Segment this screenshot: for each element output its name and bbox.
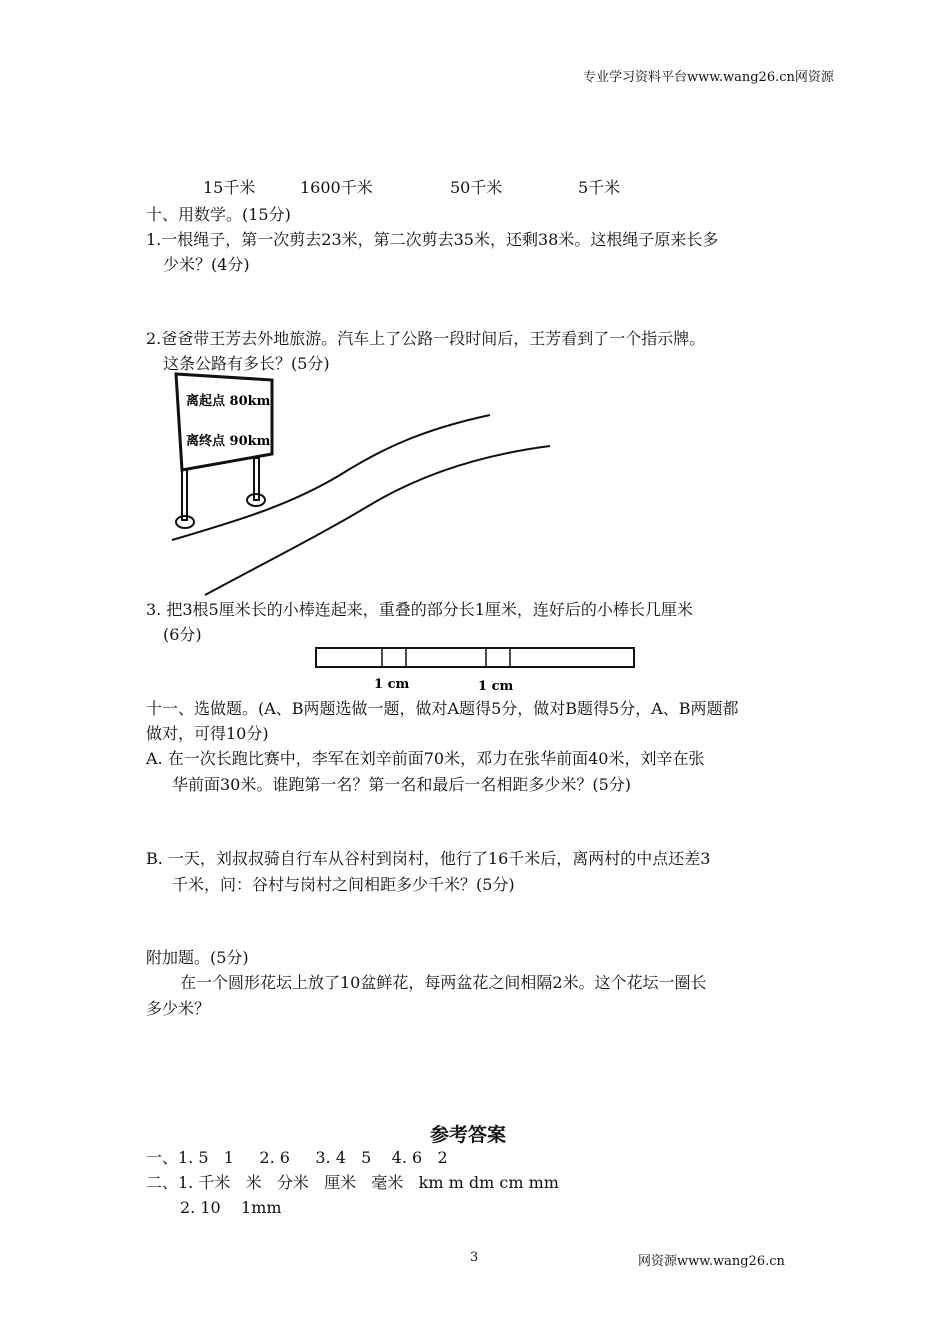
page-number: 3 <box>470 1250 479 1265</box>
bonus-title: 附加题。(5分) <box>146 948 249 967</box>
header-site: 专业学习资料平台www.wang26.cn网资源 <box>583 70 834 85</box>
sign-line1: 离起点 80km <box>186 394 271 409</box>
stick-diagram <box>310 640 640 696</box>
option-4: 5千米 <box>578 178 621 197</box>
qa-line2: 华前面30米。谁跑第一名？第一名和最后一名相距多少米？(5分) <box>172 775 632 794</box>
q1-line2: 少米？(4分) <box>163 255 250 274</box>
q3-line1: 3. 把3根5厘米长的小棒连起来，重叠的部分长1厘米，连好后的小棒长几厘米 <box>146 600 693 619</box>
q1-line1: 1.一根绳子，第一次剪去23米，第二次剪去35米，还剩38米。这根绳子原来长多 <box>146 230 719 249</box>
q2-line1: 2.爸爸带王芳去外地旅游。汽车上了公路一段时间后，王芳看到了一个指示牌。 <box>146 329 706 348</box>
qb-line2: 千米，问：谷村与岗村之间相距多少千米？(5分) <box>172 875 515 894</box>
bonus-line1: 在一个圆形花坛上放了10盆鲜花，每两盆花之间相隔2米。这个花坛一圈长 <box>180 973 707 992</box>
road-sign-illustration <box>160 370 560 600</box>
option-3: 50千米 <box>450 178 503 197</box>
stick-outline <box>316 648 634 667</box>
option-2: 1600千米 <box>300 178 373 197</box>
section11-title-line1: 十一、选做题。(A、B两题选做一题，做对A题得5分，做对B题得5分，A、B两题都 <box>146 699 739 718</box>
footer-site: 网资源www.wang26.cn <box>638 1254 785 1269</box>
answers-title: 参考答案 <box>430 1124 507 1146</box>
sign-board <box>176 374 272 470</box>
bonus-line2: 多少米？ <box>146 999 211 1018</box>
qb-line1: B. 一天，刘叔叔骑自行车从谷村到岗村，他行了16千米后，离两村的中点还差3 <box>146 849 711 868</box>
q2-line2: 这条公路有多长？(5分) <box>163 354 330 373</box>
option-1: 15千米 <box>203 178 256 197</box>
qa-line1: A. 在一次长跑比赛中，李军在刘辛前面70米，邓力在张华前面40米，刘辛在张 <box>146 749 705 768</box>
overlap-label-2: 1 cm <box>478 679 514 694</box>
answers-line2: 二、1. 千米 米 分米 厘米 毫米 km m dm cm mm <box>146 1173 559 1192</box>
road-edge-lower <box>205 446 550 595</box>
q3-line2: (6分) <box>163 625 202 644</box>
section10-title: 十、用数学。(15分) <box>146 205 291 224</box>
post-base-left <box>176 516 194 528</box>
sign-post-left <box>182 465 187 520</box>
sign-line2: 离终点 90km <box>186 434 271 449</box>
answers-line3: 2. 10 1mm <box>180 1198 282 1217</box>
answers-line1: 一、1. 5 1 2. 6 3. 4 5 4. 6 2 <box>146 1148 448 1167</box>
section11-title-line2: 做对，可得10分) <box>146 724 269 743</box>
overlap-label-1: 1 cm <box>374 677 410 692</box>
